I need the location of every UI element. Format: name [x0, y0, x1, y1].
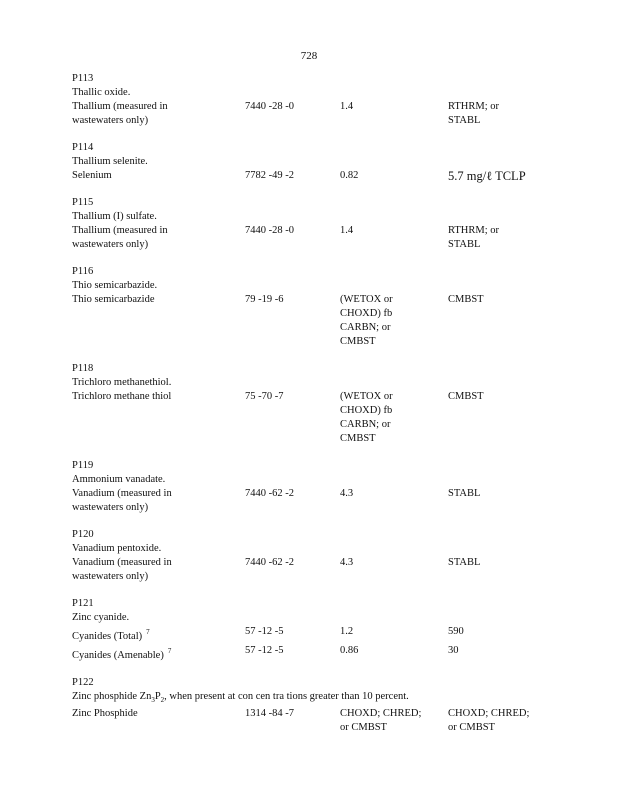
- waste-entry: [72, 362, 572, 446]
- cas-number: 7440 -28 -0: [245, 101, 294, 112]
- nonwastewater-standard-cont: or CMBST: [448, 722, 495, 734]
- footnote-marker: 7: [167, 647, 172, 655]
- waste-code: P120: [72, 529, 94, 540]
- cas-number: 57 -12 -5: [245, 626, 284, 637]
- constituent-name: Thio semicarbazide: [72, 294, 155, 305]
- wastewater-standard: CHOXD; CHRED;: [340, 708, 422, 720]
- cas-number: 79 -19 -6: [245, 294, 284, 305]
- nonwastewater-standard: STABL: [448, 488, 481, 499]
- nonwastewater-standard: RTHRM; or: [448, 101, 499, 112]
- wastewater-standard: 0.82: [340, 170, 359, 181]
- waste-code: P122: [72, 677, 94, 688]
- constituent-row: [72, 390, 572, 446]
- cas-number: 7440 -62 -2: [245, 557, 294, 568]
- constituent-name: Selenium: [72, 170, 112, 181]
- waste-name: Thallium selenite.: [72, 156, 148, 167]
- waste-code: P119: [72, 460, 94, 471]
- nonwastewater-standard: 30: [448, 645, 459, 656]
- constituent-name: Zinc Phosphide: [72, 708, 138, 720]
- constituent-row: [72, 556, 572, 584]
- constituent-row: [72, 487, 572, 515]
- constituent-row: [72, 293, 572, 349]
- cas-number: 7782 -49 -2: [245, 170, 294, 181]
- wastewater-standard: (WETOX or: [340, 294, 393, 305]
- waste-code: P114: [72, 142, 94, 153]
- waste-entry: [72, 459, 572, 515]
- wastewater-standard-cont: or CMBST: [340, 722, 387, 734]
- cas-number: 75 -70 -7: [245, 391, 284, 402]
- waste-entry: [72, 196, 572, 252]
- constituent-name-cont: wastewaters only): [72, 571, 149, 582]
- cas-number: 1314 -84 -7: [245, 708, 294, 720]
- nonwastewater-standard-cont: STABL: [448, 115, 481, 126]
- waste-name: Thallium (I) sulfate.: [72, 211, 157, 222]
- constituent-row: [72, 644, 572, 663]
- waste-entry: [72, 72, 572, 128]
- constituent-name: Vanadium (measured in: [72, 557, 172, 568]
- constituent-name: Cyanides (Amenable): [72, 650, 164, 661]
- wastewater-standard-cont: CHOXD) fb: [340, 308, 393, 319]
- cas-number: 7440 -28 -0: [245, 225, 294, 236]
- waste-code: P116: [72, 266, 94, 277]
- waste-name: Ammonium vanadate.: [72, 474, 166, 485]
- waste-code-table: [72, 72, 572, 748]
- nonwastewater-standard: CMBST: [448, 294, 484, 305]
- footnote-marker: 7: [146, 628, 150, 636]
- waste-entry: [72, 676, 572, 735]
- wastewater-standard-cont: CMBST: [340, 336, 376, 347]
- nonwastewater-standard: STABL: [448, 557, 481, 568]
- waste-name: Vanadium pentoxide.: [72, 543, 162, 554]
- page-number: 728: [300, 50, 318, 62]
- constituent-name-cont: wastewaters only): [72, 115, 149, 126]
- wastewater-standard: 4.3: [340, 557, 354, 568]
- nonwastewater-standard: 5.7 mg/ℓ TCLP: [448, 169, 526, 183]
- wastewater-standard: 4.3: [340, 488, 354, 499]
- constituent-name: Thallium (measured in: [72, 101, 168, 112]
- constituent-row: [72, 100, 572, 128]
- waste-entry: [72, 265, 572, 349]
- constituent-name: Cyanides (Total): [72, 631, 143, 642]
- waste-name: Zinc cyanide.: [72, 612, 130, 623]
- wastewater-standard-cont: CHOXD) fb: [340, 405, 393, 416]
- constituent-row: [72, 224, 572, 252]
- waste-entry: [72, 141, 572, 183]
- wastewater-standard: (WETOX or: [340, 391, 393, 402]
- cas-number: 7440 -62 -2: [245, 488, 294, 499]
- constituent-name-cont: wastewaters only): [72, 239, 149, 250]
- constituent-row: [72, 169, 572, 183]
- wastewater-standard: 1.4: [340, 225, 354, 236]
- cas-number: 57 -12 -5: [245, 645, 284, 656]
- nonwastewater-standard-cont: STABL: [448, 239, 481, 250]
- constituent-name: Trichloro methane thiol: [72, 391, 172, 402]
- waste-code: P115: [72, 197, 94, 208]
- wastewater-standard: 1.2: [340, 626, 354, 637]
- wastewater-standard-cont: CARBN; or: [340, 419, 391, 430]
- wastewater-standard-cont: CMBST: [340, 433, 376, 444]
- nonwastewater-standard: CHOXD; CHRED;: [448, 708, 530, 720]
- waste-entry: [72, 597, 572, 663]
- wastewater-standard: 1.4: [340, 101, 354, 112]
- wastewater-standard-cont: CARBN; or: [340, 322, 391, 333]
- wastewater-standard: 0.86: [340, 645, 359, 656]
- nonwastewater-standard: RTHRM; or: [448, 225, 499, 236]
- waste-code: P113: [72, 73, 94, 84]
- constituent-name-cont: wastewaters only): [72, 502, 149, 513]
- constituent-name: Thallium (measured in: [72, 225, 168, 236]
- constituent-row: [72, 625, 572, 644]
- constituent-name: Vanadium (measured in: [72, 488, 172, 499]
- waste-code: P121: [72, 598, 94, 609]
- constituent-row: [72, 707, 572, 735]
- waste-code: P118: [72, 363, 94, 374]
- waste-name: Thio semicarbazide.: [72, 280, 158, 291]
- waste-name: Thallic oxide.: [72, 87, 131, 98]
- nonwastewater-standard: CMBST: [448, 391, 484, 402]
- waste-name: Trichloro methanethiol.: [72, 377, 172, 388]
- waste-entry: [72, 528, 572, 584]
- waste-name: Zinc phosphide $Zn_3P_2$, when present at con cen tra tions greater than 10 percent.: [72, 691, 409, 705]
- nonwastewater-standard: 590: [448, 626, 464, 637]
